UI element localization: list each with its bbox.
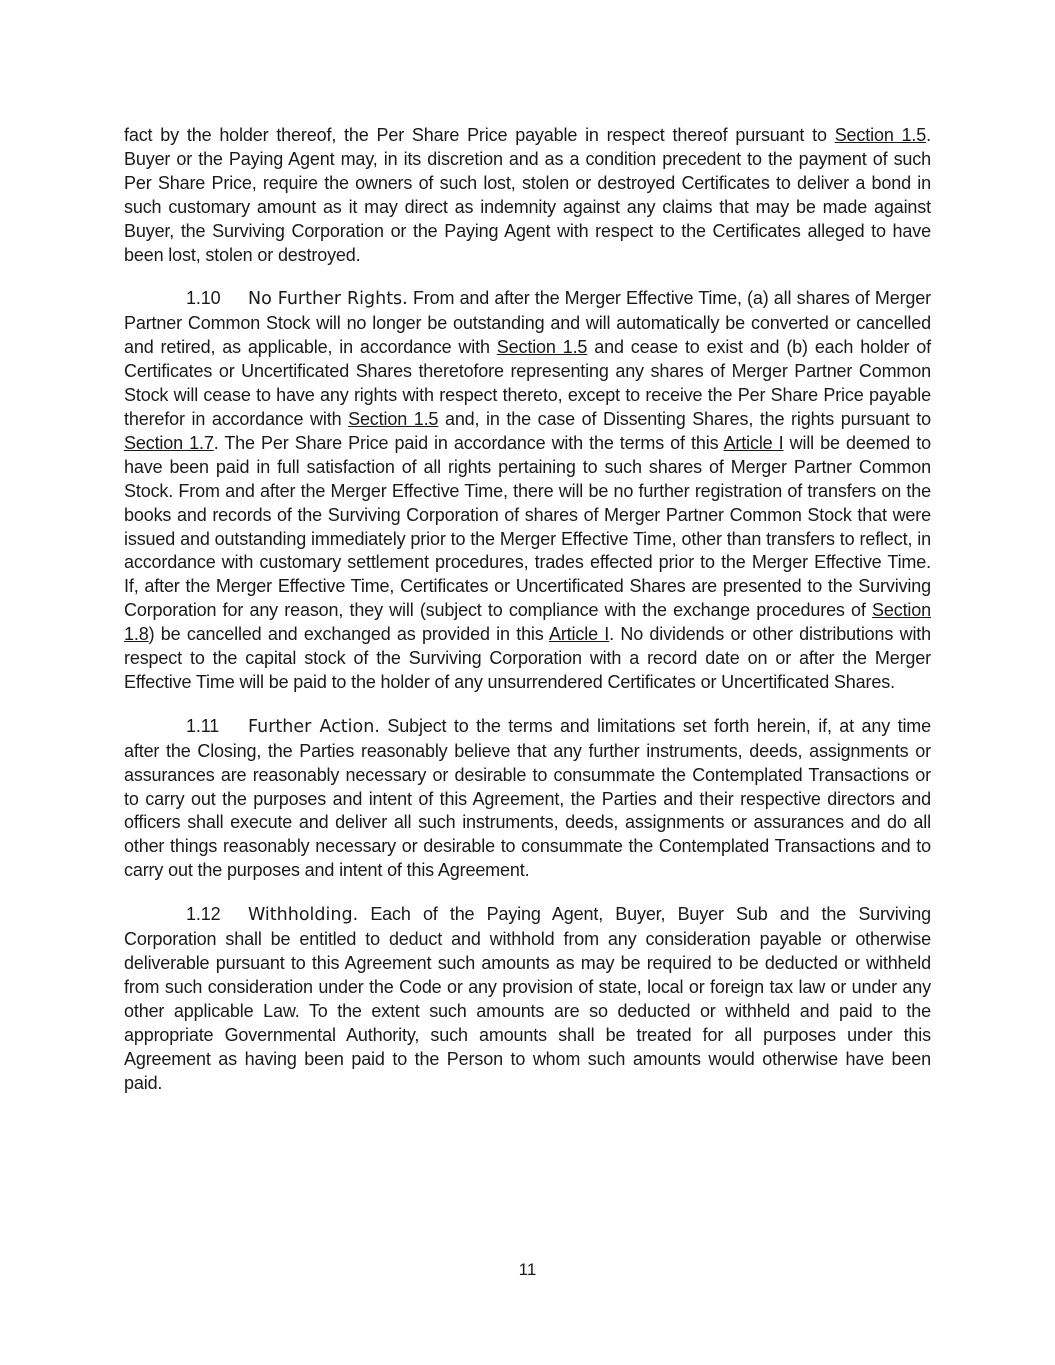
section-number: 1.10 <box>186 288 221 309</box>
page-number: 11 <box>518 1260 537 1279</box>
text-run: From and after the Merger Effective Time, (a) all shares of Merger Partner Common Stock will no longer be outstanding and will automatically be converted or cancelled and retired, as applicable, in accordance with <box>124 288 931 358</box>
section-1-11-paragraph <box>124 715 931 883</box>
text-run: . Buyer or the Paying Agent may, in its discretion and as a condition precedent to the payment of such Per Share Price, require the owners of such lost, stolen or destroyed Certificates to deliver a bond in such customary amount as it may direct as indemnity against any claims that may be made against Buyer, the Surviving Corporation or the Paying Agent with respect to the Certificates alleged to have been lost, stolen or destroyed. <box>124 125 931 265</box>
text-run: . No dividends or other distributions with respect to the capital stock of the Surviving Corporation with a record date on or after the Merger Effective Time will be paid to the holder of any unsurrendered Certificates or Uncertificated Shares. <box>124 624 932 692</box>
text-run: will be deemed to have been paid in full satisfaction of all rights pertaining to such shares of Merger Partner Common Stock. From and after the Merger Effective Time, there will be no further registration of transfers on the books and records of the Surviving Corporation of shares of Merger Partner Common Stock that were issued and outstanding immediately prior to the Merger Effective Time, other than transfers to reflect, in accordance with customary settlement procedures, trades effected prior to the Merger Effective Time. If, after the Merger Effective Time, Certificates or Uncertificated Shares are presented to the Surviving Corporation for any reason, they will (subject to compliance with the exchange procedures of <box>124 432 931 621</box>
section-heading: No Further Rights. <box>248 289 408 310</box>
text-run: Each of the Paying Agent, Buyer, Buyer Sub and the Surviving Corporation shall be entitled to deduct and withhold from any consideration payable or otherwise deliverable pursuant to this Agreement such amounts as may be required to be deducted or withheld from such consideration under the Code or any provision of state, local or foreign tax law or under any other applicable Law. To the extent such amounts are so deducted or withheld and paid to the appropriate Governmental Authority, such amounts shall be treated for all purposes under this Agreement as having been paid to the Person to whom such amounts would otherwise have been paid. <box>124 904 931 1093</box>
section-reference-link[interactable]: Section 1.5 <box>496 337 588 358</box>
section-reference-link[interactable]: Section 1.5 <box>834 125 927 145</box>
section-heading: Further Action. <box>248 716 380 737</box>
text-run: and cease to exist and (b) each holder of Certificates or Uncertificated Shares theretofore representing any shares of Merger Partner Common Stock will cease to have any rights with respect thereto, except to receive the Per Share Price payable therefor in accordance with <box>124 337 931 429</box>
text-run: and, in the case of Dissenting Shares, the rights pursuant to <box>438 408 932 429</box>
text-run: fact by the holder thereof, the Per Share Price payable in respect thereof pursuant to <box>124 125 835 145</box>
section-1-12-paragraph <box>124 903 931 1095</box>
article-reference-link[interactable]: Article I <box>548 624 610 645</box>
section-number: 1.12 <box>186 904 221 925</box>
section-heading: Withholding. <box>248 905 359 926</box>
section-reference-link[interactable]: Section 1.8 <box>124 600 931 645</box>
document-page <box>124 124 931 1115</box>
text-run: ) be cancelled and exchanged as provided in this <box>148 624 549 645</box>
section-reference-link[interactable]: Section 1.7 <box>124 432 214 453</box>
text-run: . The Per Share Price paid in accordance with the terms of this <box>213 432 724 453</box>
section-number: 1.11 <box>186 715 220 736</box>
text-run: Subject to the terms and limitations set forth herein, if, at any time after the Closing, the Parties reasonably believe that any further instruments, deeds, assignments or assurances are reasonably necessary or desirable to consummate the Contemplated Transactions or to carry out the purposes and intent of this Agreement, the Parties and their respective directors and officers shall execute and deliver all such instruments, deeds, assignments or assurances and do all other things reasonably necessary or desirable to consummate the Contemplated Transactions and to carry out the purposes and intent of this Agreement. <box>124 715 931 881</box>
section-1-10-paragraph <box>124 287 931 694</box>
section-reference-link[interactable]: Section 1.5 <box>348 408 439 429</box>
article-reference-link[interactable]: Article I <box>723 432 784 453</box>
continuation-paragraph <box>124 124 931 267</box>
